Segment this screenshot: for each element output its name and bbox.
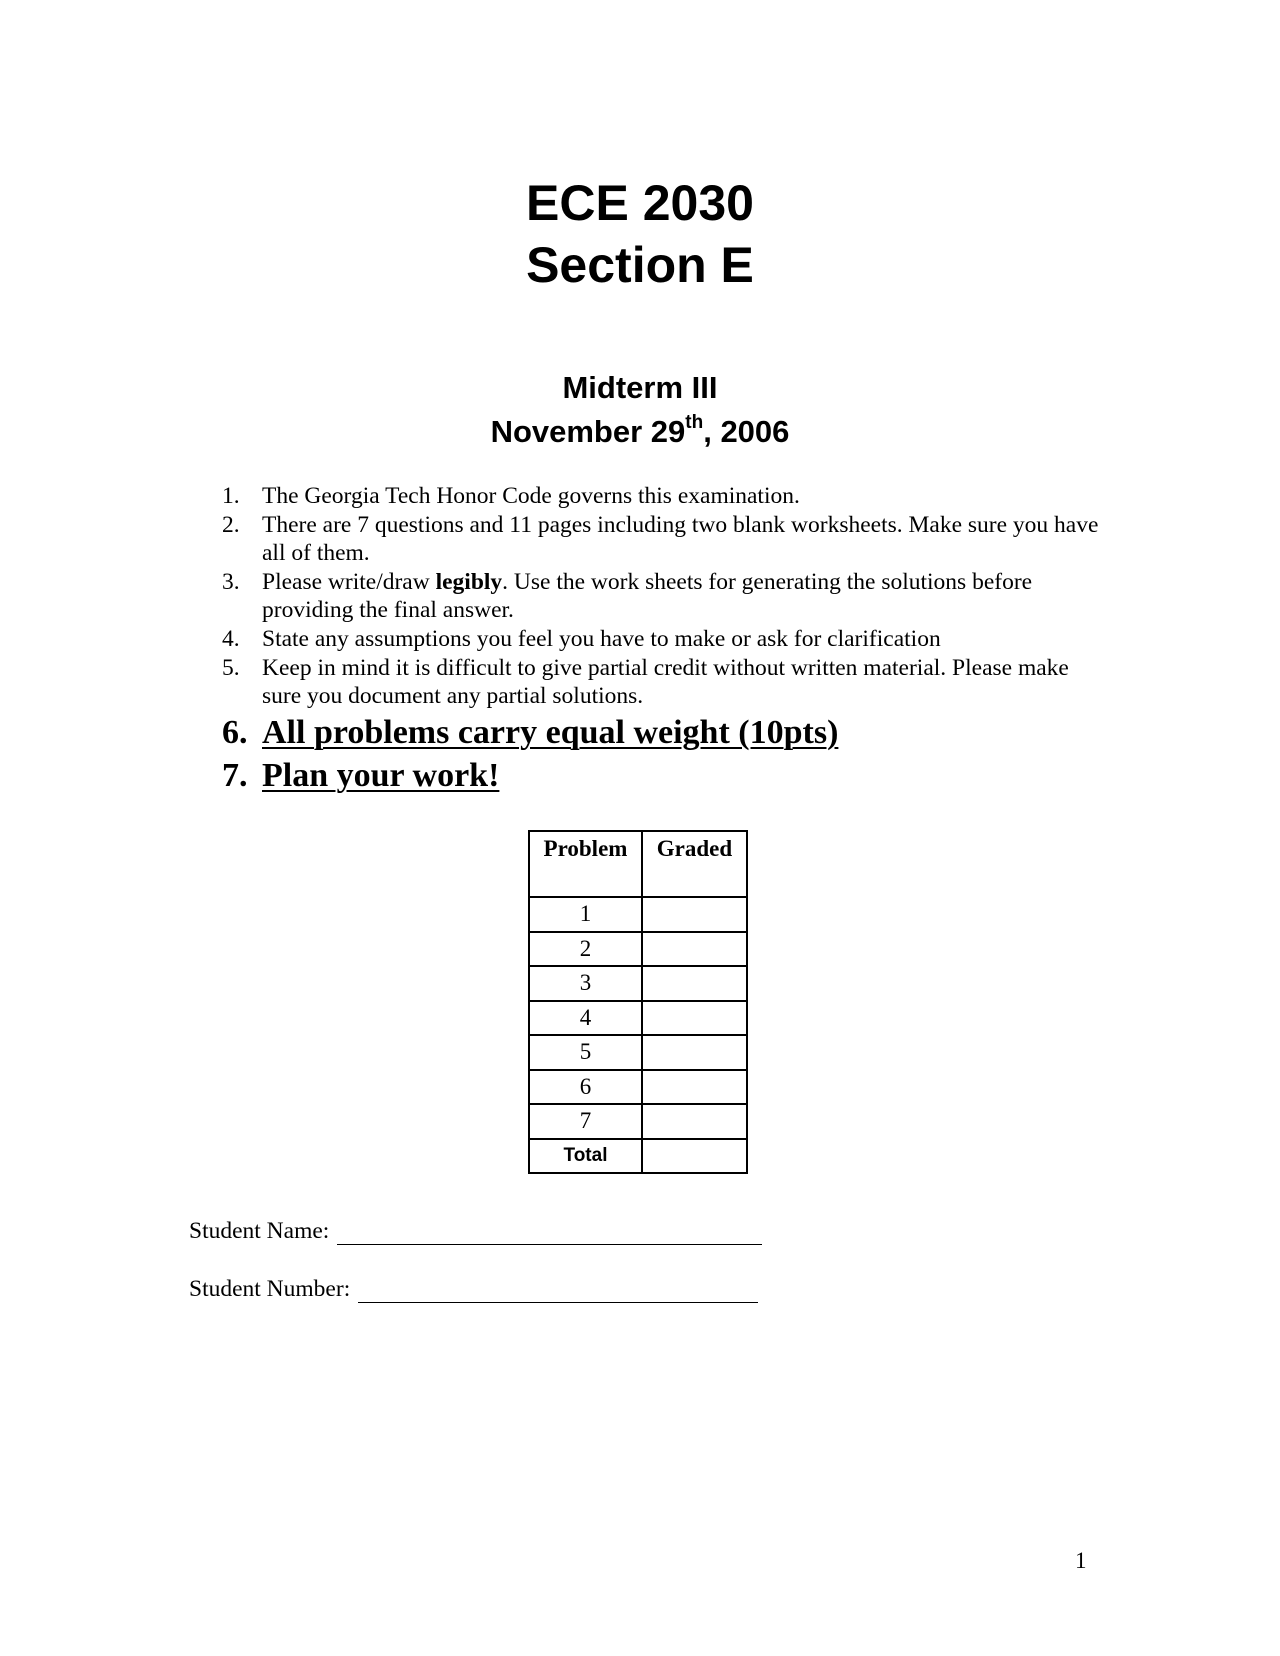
graded-score-cell[interactable] — [642, 1104, 747, 1139]
graded-score-cell[interactable] — [642, 932, 747, 967]
instruction-text-end: . Use the work sheets for generating the solutions before providing the final answer. — [262, 568, 1033, 624]
table-row — [529, 1035, 747, 1070]
problem-number-cell: 4 — [529, 1001, 642, 1036]
date-ordinal: th — [685, 412, 704, 433]
total-row — [529, 1139, 747, 1174]
instruction-number: 5. — [222, 654, 240, 681]
graded-score-cell[interactable] — [642, 966, 747, 1001]
table-row — [529, 1070, 747, 1105]
grade-table — [528, 830, 748, 1174]
instruction-number: 6. — [222, 713, 248, 751]
problem-column-header: Problem — [529, 831, 642, 897]
student-name-input[interactable] — [337, 1218, 762, 1245]
table-row — [529, 897, 747, 932]
instruction-text: The Georgia Tech Honor Code governs this examination. — [262, 483, 800, 509]
problem-number-cell: 5 — [529, 1035, 642, 1070]
graded-column-header: Graded — [642, 831, 747, 897]
instruction-item — [222, 654, 1102, 711]
problem-number-cell: 1 — [529, 897, 642, 932]
instruction-item — [222, 568, 1102, 625]
student-number-input[interactable] — [358, 1276, 758, 1303]
graded-score-cell[interactable] — [642, 1035, 747, 1070]
total-score-cell[interactable] — [642, 1139, 747, 1174]
page-title — [0, 172, 1280, 296]
graded-score-cell[interactable] — [642, 1001, 747, 1036]
table-row — [529, 932, 747, 967]
instruction-text: There are 7 questions and 11 pages including two blank worksheets. Make sure you have all of them. — [262, 511, 1099, 567]
instruction-item-emphasized — [222, 711, 1102, 754]
instruction-item — [222, 482, 1102, 511]
instruction-number: 2. — [222, 511, 240, 538]
instruction-text: State any assumptions you feel you have to make or ask for clarification — [262, 625, 941, 652]
table-row — [529, 1001, 747, 1036]
instruction-item — [222, 511, 1102, 568]
instruction-emphasis: legibly — [435, 568, 503, 595]
student-name-field — [189, 1218, 762, 1245]
date-year: , 2006 — [703, 414, 790, 449]
problem-number-cell: 7 — [529, 1104, 642, 1139]
total-label-cell: Total — [529, 1139, 642, 1174]
instructions-list — [222, 482, 1102, 797]
page-number: 1 — [1075, 1548, 1087, 1573]
table-row — [529, 966, 747, 1001]
student-name-label: Student Name: — [189, 1218, 330, 1244]
graded-score-cell[interactable] — [642, 897, 747, 932]
instruction-text-start: Please write/draw — [262, 568, 436, 595]
instruction-item — [222, 625, 1102, 654]
instruction-item-emphasized — [222, 754, 1102, 797]
exam-name: Midterm III — [562, 370, 718, 405]
instruction-text: Keep in mind it is difficult to give partial credit without written material. Please make sure you document any partial solutions. — [262, 654, 1069, 710]
instruction-number: 1. — [222, 483, 240, 509]
instruction-number: 4. — [222, 625, 240, 652]
problem-number-cell: 6 — [529, 1070, 642, 1105]
date-month-day: November 29 — [490, 414, 686, 449]
course-title: ECE 2030 — [526, 175, 754, 231]
problem-number-cell: 2 — [529, 932, 642, 967]
student-number-field — [189, 1276, 758, 1303]
instruction-number: 3. — [222, 568, 240, 595]
instruction-number: 7. — [222, 756, 248, 794]
exam-subtitle — [0, 366, 1280, 454]
instruction-text — [262, 568, 1102, 625]
table-row — [529, 1104, 747, 1139]
section-title: Section E — [526, 237, 754, 293]
grade-table-header-row — [529, 831, 747, 897]
instruction-text: Plan your work! — [262, 756, 500, 794]
problem-number-cell: 3 — [529, 966, 642, 1001]
graded-score-cell[interactable] — [642, 1070, 747, 1105]
exam-date — [0, 410, 1280, 454]
instruction-text: All problems carry equal weight (10pts) — [262, 713, 839, 751]
student-number-label: Student Number: — [189, 1276, 351, 1302]
